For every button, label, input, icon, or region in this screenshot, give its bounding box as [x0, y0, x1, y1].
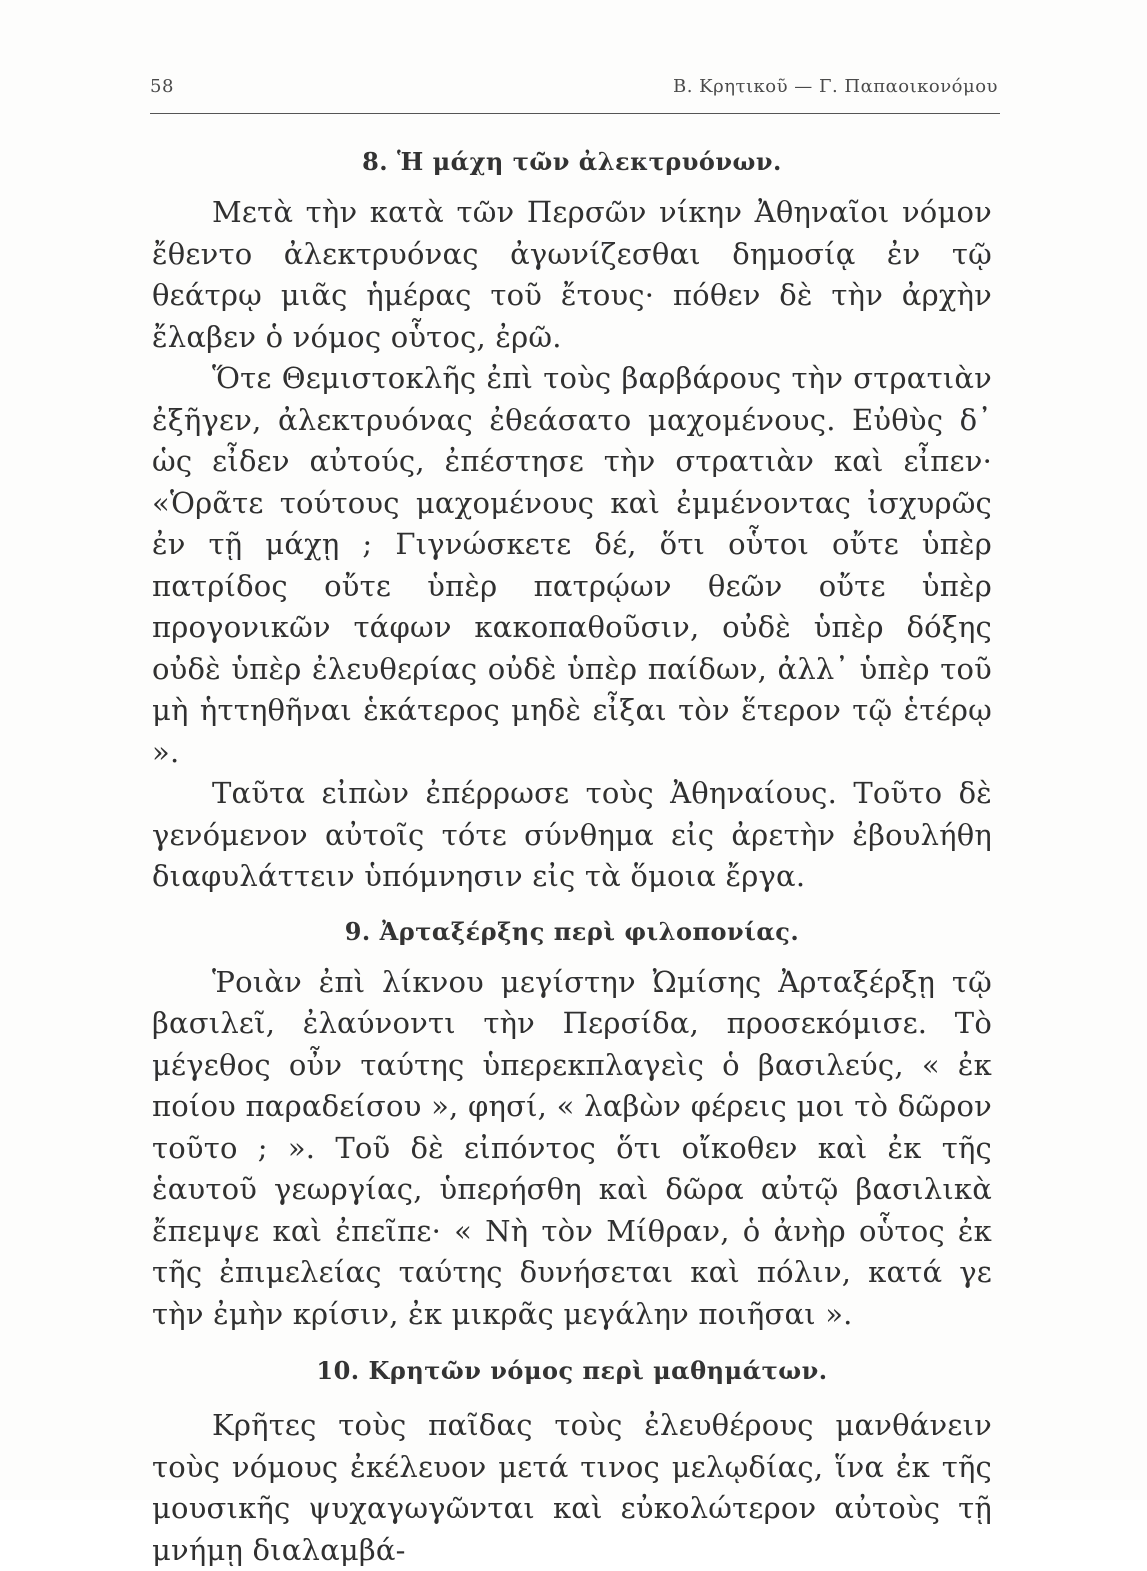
paragraph: Ῥοιὰν ἐπὶ λίκνου μεγίστην Ὠμίσης Ἀρταξέρξῃ τῷ βασιλεῖ, ἐλαύνοντι τὴν Περσίδα, προσεκόμισε. Τὸ μέγεθος οὖν ταύτης ὑπερεκπλαγεὶς ὁ βασιλεύς, « ἐκ ποίου παραδείσου », φησί, « λαβὼν φέρεις μοι τὸ δῶρον τοῦτο ; ». Τοῦ δὲ εἰπόντος ὅτι οἴκοθεν καὶ ἐκ τῆς ἑαυτοῦ γεωργίας, ὑπερήσθη καὶ δῶρα αὐτῷ βασιλικὰ ἔπεμψε καὶ ἐπεῖπε· « Νὴ τὸν Μίθραν, ὁ ἀνὴρ οὗτος ἐκ τῆς ἐπιμελείας ταύτης δυνήσεται καὶ πόλιν, κατά γε τὴν ἐμὴν κρίσιν, ἐκ μικρᾶς μεγάλην ποιῆσαι ».: [152, 964, 992, 1331]
paragraph: Μετὰ τὴν κατὰ τῶν Περσῶν νίκην Ἀθηναῖοι νόμον ἔθεντο ἀλεκτρυόνας ἀγωνίζεσθαι δημοσίᾳ ἐν τῷ θεάτρῳ μιᾶς ἡμέρας τοῦ ἔτους· πόθεν δὲ τὴν ἀρχὴν ἔλαβεν ὁ νόμος οὗτος, ἐρῶ.: [152, 195, 992, 354]
section-title: 10. Κρητῶν νόμος περὶ μαθημάτων.: [316, 1356, 828, 1385]
section-title: 9. Ἀρταξέρξης περὶ φιλοπονίας.: [344, 916, 800, 946]
running-head: Β. Κρητικοῦ — Γ. Παπαοικονόμου: [673, 76, 998, 97]
paragraph: Κρῆτες τοὺς παῖδας τοὺς ἐλευθέρους μανθάνειν τοὺς νόμους ἐκέλευον μετά τινος μελῳδίας, ἵνα ἐκ τῆς μουσικῆς ψυχαγωγῶνται καὶ εὐκολώτερον αὐτοὺς τῇ μνήμῃ διαλαμβά-: [152, 1408, 992, 1567]
paragraph: Ταῦτα εἰπὼν ἐπέρρωσε τοὺς Ἀθηναίους. Τοῦτο δὲ γενόμενον αὐτοῖς τότε σύνθημα εἰς ἀρετὴν ἐβουλήθη διαφυλάττειν ὑπόμνησιν εἰς τὰ ὅμοια ἔργα.: [152, 776, 992, 893]
page-header: [150, 76, 1000, 110]
page-number: 58: [150, 76, 174, 97]
section-title: 8. Ἡ μάχη τῶν ἀλεκτρυόνων.: [362, 147, 782, 176]
page-body: [152, 140, 992, 1571]
header-rule: [150, 113, 1000, 114]
paragraph: Ὅτε Θεμιστοκλῆς ἐπὶ τοὺς βαρβάρους τὴν στρατιὰν ἐξῆγεν, ἀλεκτρυόνας ἐθεάσατο μαχομένους. Εὐθὺς δ᾽ ὡς εἶδεν αὐτούς, ἐπέστησε τὴν στρατιὰν καὶ εἶπεν· «Ὁρᾶτε τούτους μαχομένους καὶ ἐμμένοντας ἰσχυρῶς ἐν τῇ μάχῃ ; Γιγνώσκετε δέ, ὅτι οὗτοι οὔτε ὑπὲρ πατρίδος οὔτε ὑπὲρ πατρῴων θεῶν οὔτε ὑπὲρ προγονικῶν τάφων κακοπαθοῦσιν, οὐδὲ ὑπὲρ δόξης οὐδὲ ὑπὲρ ἐλευθερίας οὐδὲ ὑπὲρ παίδων, ἀλλ᾽ ὑπὲρ τοῦ μὴ ἡττηθῆναι ἑκάτερος μηδὲ εἶξαι τὸν ἕτερον τῷ ἑτέρῳ ».: [152, 361, 992, 769]
